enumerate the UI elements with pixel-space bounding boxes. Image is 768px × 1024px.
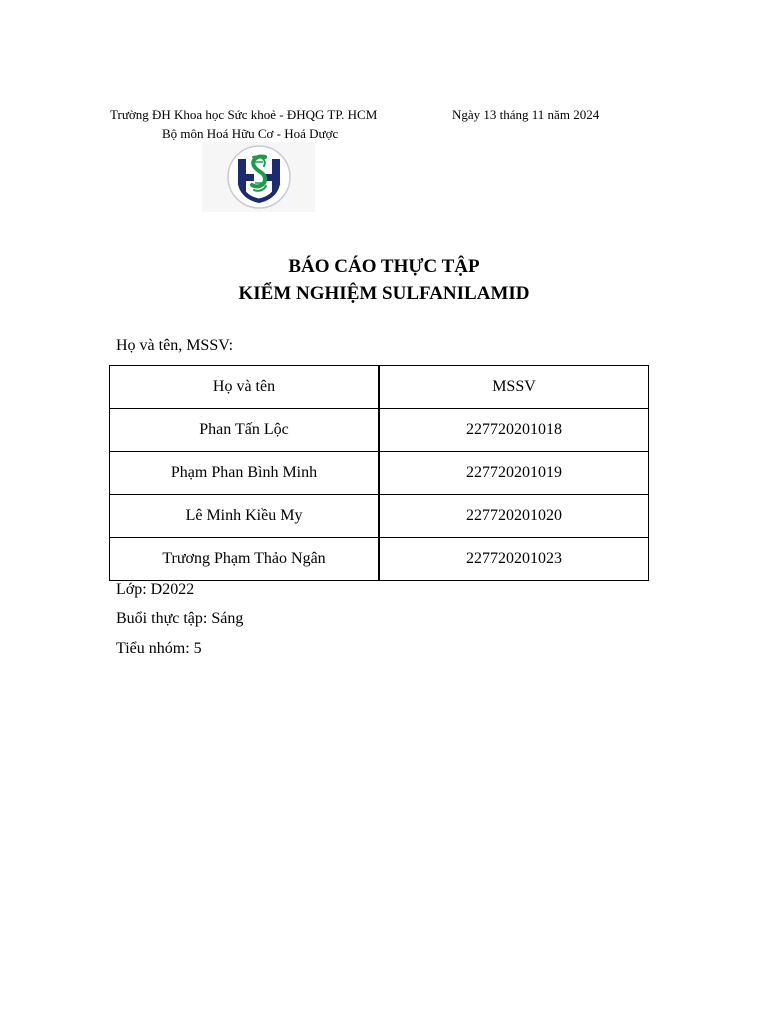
university-logo	[202, 142, 315, 212]
header-student-id: MSSV	[379, 366, 649, 409]
report-subtitle: KIỂM NGHIỆM SULFANILAMID	[238, 283, 530, 304]
member-name: Phạm Phan Bình Minh	[110, 452, 380, 495]
department-name: Bộ môn Hoá Hữu Cơ - Hoá Dược	[162, 126, 339, 141]
table-row	[110, 409, 649, 452]
table-row	[110, 538, 649, 581]
school-name: Trường ĐH Khoa học Sức khoẻ - ĐHQG TP. HCM	[110, 107, 378, 122]
university-logo-icon	[224, 143, 294, 211]
report-title: BÁO CÁO THỰC TẬP	[288, 256, 480, 277]
member-name: Trương Phạm Thảo Ngân	[110, 538, 380, 581]
group-info: Tiểu nhóm: 5	[116, 640, 202, 657]
member-name: Phan Tấn Lộc	[110, 409, 380, 452]
institution-header	[110, 105, 430, 143]
table-header-row	[110, 366, 649, 409]
table-row	[110, 452, 649, 495]
session-info: Buổi thực tập: Sáng	[116, 610, 244, 627]
member-student-id: 227720201019	[379, 452, 649, 495]
table-row	[110, 495, 649, 538]
report-date: Ngày 13 tháng 11 năm 2024	[452, 107, 600, 122]
class-info: Lớp: D2022	[116, 581, 195, 598]
members-label: Họ và tên, MSSV:	[116, 337, 234, 354]
header-name: Họ và tên	[110, 366, 380, 409]
member-student-id: 227720201018	[379, 409, 649, 452]
member-student-id: 227720201020	[379, 495, 649, 538]
member-name: Lê Minh Kiều My	[110, 495, 380, 538]
member-student-id: 227720201023	[379, 538, 649, 581]
members-table	[109, 365, 649, 581]
